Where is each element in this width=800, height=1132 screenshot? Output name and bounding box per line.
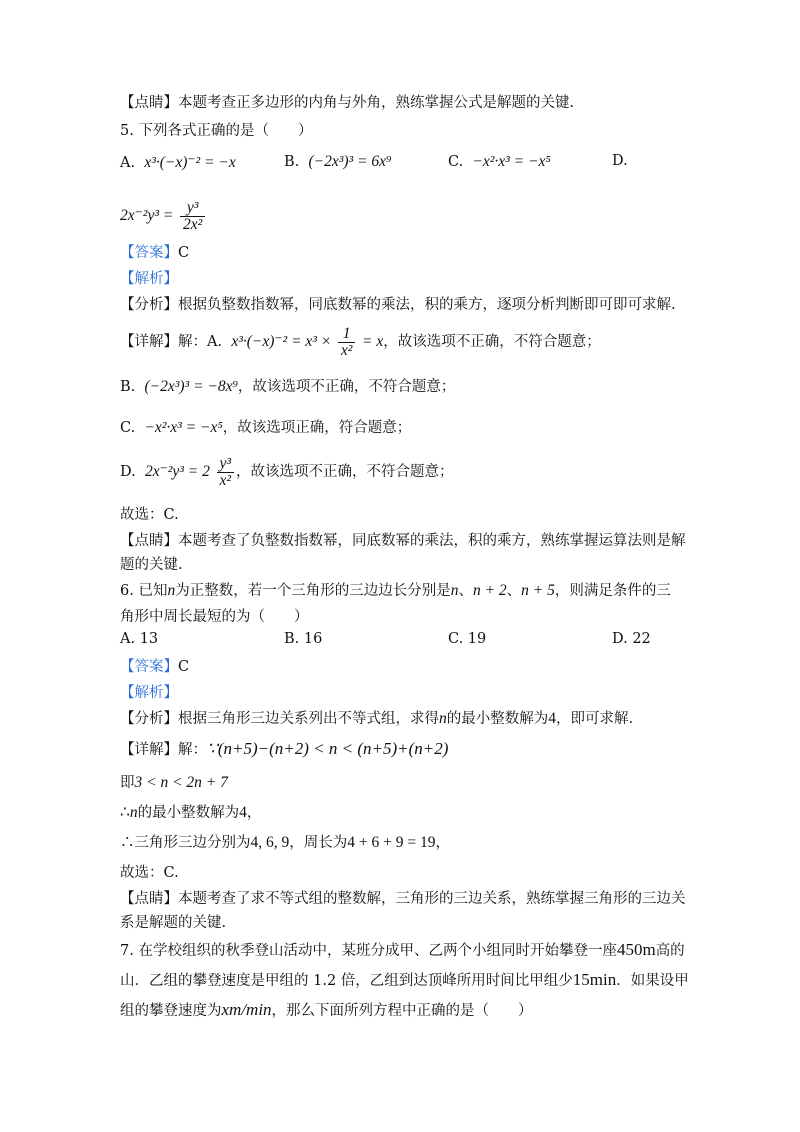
text: ， <box>246 805 262 821</box>
height-value: 450m <box>616 940 656 959</box>
formula: (−2x³)³ = −8x⁹ <box>144 378 238 395</box>
expr-n-plus-2: n + 2 <box>472 582 507 599</box>
text: 高的 <box>655 943 685 959</box>
review-note-prev: 【点睛】本题考查正多边形的内角与外角，熟练掌握公式是解题的关键. <box>120 95 575 111</box>
analysis-tag-q6: 【解析】 <box>120 685 178 701</box>
expr-n-plus-5: n + 5 <box>521 582 555 599</box>
detail-q5-d <box>120 452 454 492</box>
review-note-q6-line2: 系是解题的关键. <box>120 915 227 931</box>
detail-label: 【详解】解：A. <box>120 334 223 350</box>
therefore-symbol: ∴ <box>120 804 130 821</box>
text: 组的攀登速度为 <box>120 1003 222 1019</box>
variable-n: n <box>450 582 459 599</box>
choice-q5: 故选：C. <box>120 507 179 523</box>
q5-c-formula: −x²·x³ = −x⁵ <box>472 153 551 170</box>
text: 7. 在学校组织的秋季登山活动中，某班分成甲、乙两个小组同时开始攀登一座 <box>120 943 617 959</box>
detail-label: C. <box>120 420 136 436</box>
q6-option-d: D. 22 <box>612 631 651 647</box>
number-four: 4 <box>548 710 556 727</box>
text: ，则满足条件的三 <box>554 583 671 599</box>
variable-n: n <box>439 710 447 727</box>
numerator: y³ <box>217 456 235 473</box>
question-7-stem-line3 <box>120 999 533 1022</box>
q5-option-c <box>448 153 551 171</box>
answer-value: C <box>178 659 190 675</box>
text: ，即可求解. <box>556 711 634 727</box>
text: 的最小整数解为 <box>137 805 240 821</box>
answer-q5 <box>120 242 189 264</box>
review-note-q5-line2: 题的关键. <box>120 557 183 573</box>
text: 即 <box>120 775 135 791</box>
text: 6. 已知 <box>120 583 168 599</box>
text: ， <box>435 835 450 851</box>
option-label: B. <box>284 154 300 170</box>
detail-conclusion: ，故该选项不正确，不符合题意； <box>383 334 601 350</box>
review-note-q5-line1: 【点睛】本题考查了负整数指数幂，同底数幂的乘法，积的乘方，熟练掌握运算法则是解 <box>120 533 686 549</box>
q6-option-b: B. 16 <box>284 631 323 647</box>
detail-q6-step1 <box>120 738 448 761</box>
fraction <box>338 326 356 359</box>
separator: 、 <box>458 583 473 599</box>
q6-option-a: A. 13 <box>120 631 159 647</box>
detail-q5-b <box>120 376 455 398</box>
q5-a-formula: x³·(−x)⁻² = −x <box>144 154 236 171</box>
question-5-stem: 5. 下列各式正确的是（ ） <box>120 123 313 139</box>
option-label: D. <box>612 153 628 169</box>
option-label: C. <box>448 154 464 170</box>
q5-b-formula: (−2x³)³ = 6x⁹ <box>308 153 392 170</box>
detail-q5-a <box>120 322 601 362</box>
answer-tag: 【答案】 <box>120 659 178 675</box>
detail-q6-step3 <box>120 802 261 824</box>
q5-option-d <box>612 153 628 169</box>
perimeter: 4 + 6 + 9 = 19 <box>347 834 436 851</box>
numerator: 1 <box>338 326 356 343</box>
text: 的最小整数解为 <box>446 711 549 727</box>
time-value: 15min <box>572 970 617 989</box>
formula-lhs: 2x⁻²y³ = <box>120 207 174 224</box>
detail-label: D. <box>120 464 136 480</box>
text: ．如果设甲 <box>616 973 689 989</box>
review-note-q6-line1: 【点睛】本题考查了求不等式组的整数解，三角形的三边关系，熟练掌握三角形的三边关 <box>120 891 686 907</box>
text: ，那么下面所列方程中正确的是（ ） <box>271 1003 533 1019</box>
answer-tag: 【答案】 <box>120 245 178 261</box>
q5-option-d-formula <box>120 196 207 236</box>
formula: −x²·x³ = −x⁵ <box>144 419 223 436</box>
question-7-stem-line1 <box>120 939 685 962</box>
analysis-q5: 【分析】根据负整数指数幂，同底数幂的乘法，积的乘方，逐项分析判断即可即可求解. <box>120 297 676 313</box>
separator: 、 <box>506 583 522 599</box>
detail-conclusion: ，故该选项不正确，不符合题意； <box>236 464 454 480</box>
numerator: y³ <box>180 200 205 217</box>
question-6-options <box>120 631 720 653</box>
fraction <box>217 456 235 489</box>
text: 【详解】解： <box>120 742 207 758</box>
inequality: 3 < n < 2n + 7 <box>134 774 228 791</box>
text: 为正整数，若一个三角形的三边边长分别是 <box>175 583 451 599</box>
answer-value: C <box>178 245 190 261</box>
q6-option-c: C. 19 <box>448 631 487 647</box>
variable-n: n <box>167 582 176 599</box>
question-6-stem-line1 <box>120 580 671 602</box>
choice-q6: 故选：C. <box>120 865 179 881</box>
option-label: A. <box>120 155 136 171</box>
number-four: 4 <box>239 804 247 821</box>
side-lengths: 4, 6, 9 <box>250 834 290 851</box>
question-6-stem-line2: 角形中周长最短的为（ ） <box>120 609 309 625</box>
denominator: x² <box>340 341 353 359</box>
detail-conclusion: ，故该选项正确，符合题意； <box>222 420 412 436</box>
text: ∴三角形三边分别为 <box>120 835 251 851</box>
speed-variable: xm/min <box>221 1000 272 1019</box>
variable-n: n <box>129 804 138 821</box>
text: 山．乙组的攀登速度是甲组的 1.2 倍，乙组到达顶峰所用时间比甲组少 <box>120 973 573 989</box>
analysis-tag-q5: 【解析】 <box>120 271 178 287</box>
analysis-q6 <box>120 708 633 730</box>
detail-q5-c <box>120 417 411 439</box>
inequality-system: ∵(n+5)−(n+2) < n < (n+5)+(n+2) <box>207 739 449 758</box>
q5-option-a <box>120 153 236 172</box>
detail-conclusion: ，故该选项不正确，不符合题意； <box>237 379 456 395</box>
detail-q6-step2 <box>120 772 228 794</box>
q5-option-b <box>284 153 391 171</box>
fraction <box>180 200 205 233</box>
answer-q6 <box>120 656 189 678</box>
formula-lhs: x³·(−x)⁻² = x³ × <box>231 333 332 350</box>
formula-lhs: 2x⁻²y³ = 2 <box>144 463 210 480</box>
text: 【分析】根据三角形三边关系列出不等式组，求得 <box>120 711 439 727</box>
question-7-stem-line2 <box>120 969 689 992</box>
formula-rhs: = x <box>362 333 384 350</box>
question-5-options <box>120 153 720 179</box>
denominator: 2x² <box>182 215 203 233</box>
detail-label: B. <box>120 379 136 395</box>
detail-q6-step4 <box>120 832 450 854</box>
denominator: x² <box>219 471 232 489</box>
text: ，周长为 <box>289 835 348 851</box>
